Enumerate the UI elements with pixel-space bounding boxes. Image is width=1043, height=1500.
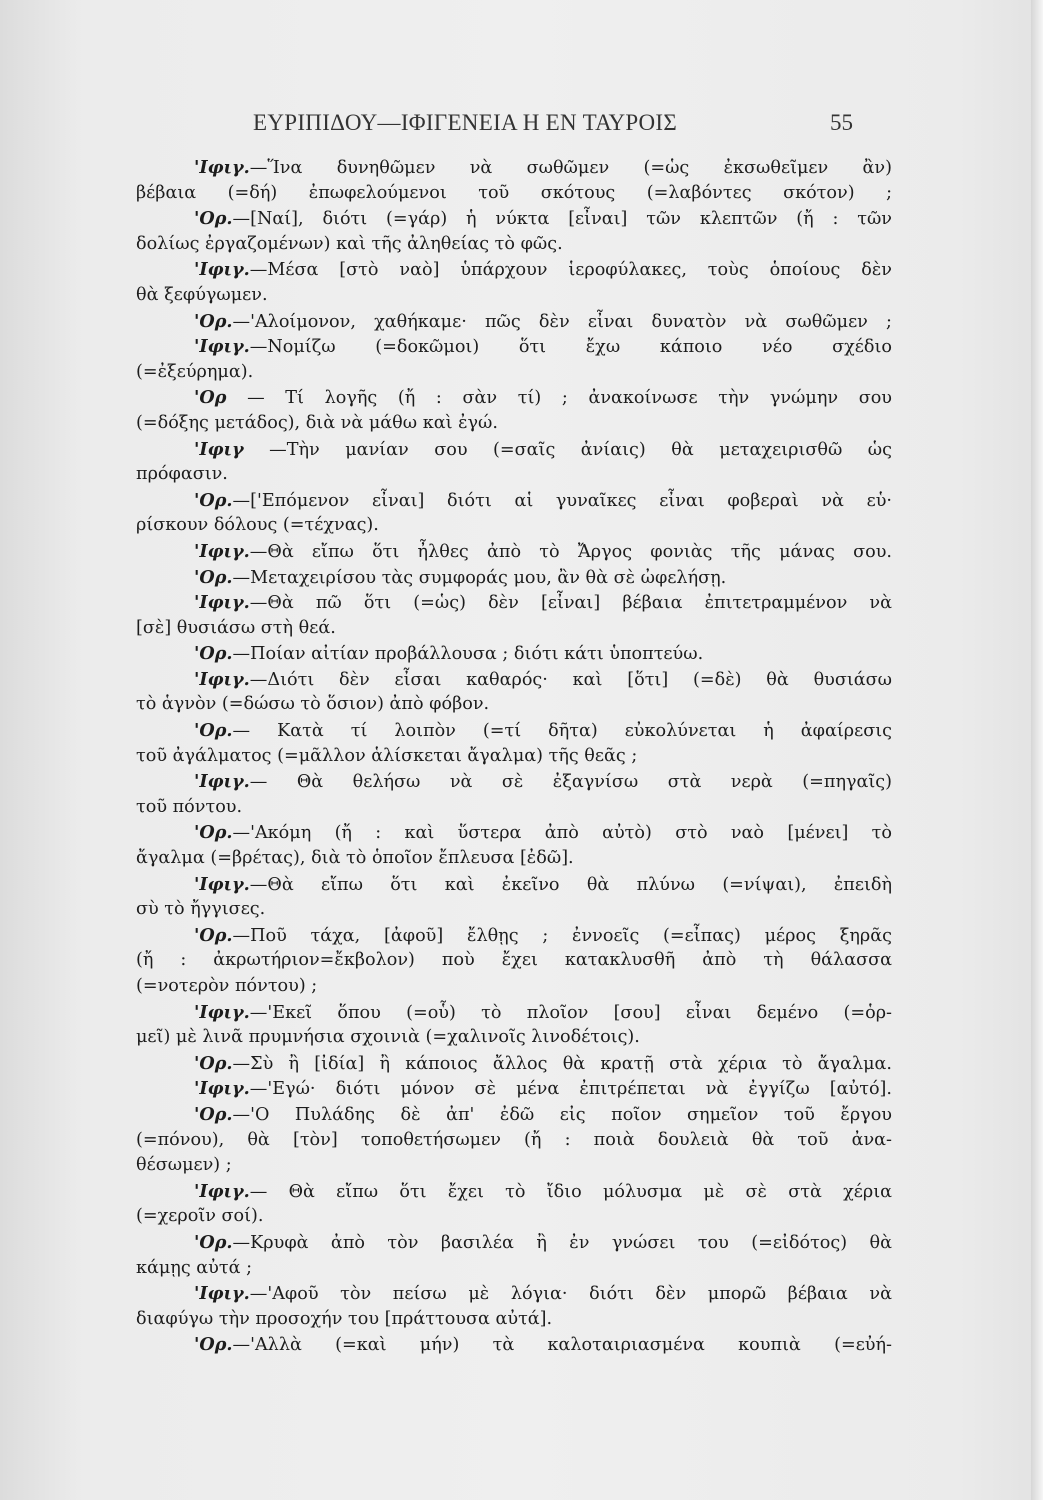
text-line: (ἤ : ἀκρωτήριον=ἔκβολον) ποὺ ἔχει κατακλυσθῆ ἀπὸ τὴ θάλασσα	[136, 950, 892, 971]
running-title: ΕΥΡΙΠΙΔΟΥ—ΙΦΙΓΕΝΕΙΑ Η ΕΝ ΤΑΥΡΟΙΣ	[253, 110, 678, 135]
text-line: 'Ιφιγ —Τὴν μανίαν σου (=σαῖς ἀνίαις) θὰ μεταχειρισθῶ ὡς	[194, 438, 892, 460]
text-line: [σὲ] θυσιάσω στὴ θεά.	[136, 617, 336, 638]
text-line: βέβαια (=δή) ἐπωφελούμενοι τοῦ σκότους (=λαβόντες σκότον) ;	[136, 182, 892, 203]
speaker-label: 'Ιφιγ.	[194, 1180, 250, 1202]
text-line: 'Ιφιγ.—Ἵνα δυνηθῶμεν νὰ σωθῶμεν (=ὡς ἐκσωθεῖμεν ἂν)	[194, 157, 892, 178]
text-line: 'Ιφιγ.—Διότι δὲν εἶσαι καθαρός· καὶ [ὅτι] (=δὲ) θὰ θυσιάσω	[194, 668, 892, 690]
speaker-label: 'Ιφιγ.	[194, 157, 250, 178]
text-line: 'Ιφιγ.—Νομίζω (=δοκῶμοι) ὅτι ἔχω κάποιο νέο σχέδιο	[194, 336, 892, 358]
dialogue-text	[136, 155, 892, 1358]
text-line: 'Ορ.—'Ακόμη (ἤ : καὶ ὕστερα ἀπὸ αὐτὸ) στὸ ναὸ [μένει] τὸ	[194, 822, 892, 844]
text-line: 'Ιφιγ.—Θὰ πῶ ὅτι (=ὡς) δὲν [εἶναι] βέβαια ἐπιτετραμμένον νὰ	[194, 592, 892, 614]
text-line: 'Ιφιγ.—'Εκεῖ ὅπου (=οὗ) τὸ πλοῖον [σου] εἶναι δεμένο (=ὁρ-	[194, 1001, 892, 1023]
speaker-label: 'Ορ.	[194, 1334, 233, 1356]
text-line: ρίσκουν δόλους (=τέχνας).	[136, 515, 379, 536]
speaker-label: 'Ορ.	[194, 720, 233, 742]
page-header	[253, 110, 853, 140]
text-line: 'Ιφιγ.—'Εγώ· διότι μόνον σὲ μένα ἐπιτρέπεται νὰ ἐγγίζω [αὐτό].	[194, 1078, 892, 1100]
speaker-label: 'Ιφιγ.	[194, 1001, 250, 1023]
text-line: (=νοτερὸν πόντου) ;	[136, 976, 318, 996]
speaker-label: 'Ορ.	[194, 489, 233, 511]
text-line: 'Ιφιγ.—Θὰ εἴπω ὅτι ἦλθες ἀπὸ τὸ Ἄργος φονιὰς τῆς μάνας σου.	[194, 540, 892, 562]
text-line: κάμῃς αὐτά ;	[136, 1257, 253, 1278]
text-line: θέσωμεν) ;	[136, 1155, 232, 1176]
text-line: σὺ τὸ ἤγγισες.	[136, 899, 266, 920]
speaker-label: 'Ιφιγ	[194, 438, 244, 460]
speaker-label: 'Ιφιγ.	[194, 771, 250, 793]
speaker-label: 'Ορ.	[194, 924, 233, 946]
text-line: πρόφασιν.	[136, 464, 228, 485]
text-line: (=δόξης μετάδος), διὰ νὰ μάθω καὶ ἐγώ.	[136, 412, 498, 433]
text-line: ἄγαλμα (=βρέτας), διὰ τὸ ὁποῖον ἔπλευσα [ἐδῶ].	[136, 848, 574, 869]
speaker-label: 'Ιφιγ.	[194, 1078, 250, 1100]
speaker-label: 'Ιφιγ.	[194, 873, 250, 895]
text-line: διαφύγω τὴν προσοχήν του [πράττουσα αὐτά].	[136, 1308, 553, 1329]
text-line: 'Ορ.—['Επόμενον εἶναι] διότι αἱ γυναῖκες εἶναι φοβεραὶ νὰ εὑ·	[194, 489, 892, 511]
text-line: 'Ορ.—'Ο Πυλάδης δὲ ἀπ' ἐδῶ εἰς ποῖον σημεῖον τοῦ ἔργου	[194, 1103, 892, 1125]
text-line: μεῖ) μὲ λινᾶ πρυμνήσια σχοινιὰ (=χαλινοῖς λινοδέτοις).	[136, 1027, 640, 1048]
text-line: τοῦ πόντου.	[136, 796, 243, 817]
text-line: 'Ορ — Τί λογῆς (ἤ : σὰν τί) ; ἀνακοίνωσε τὴν γνώμην σου	[194, 387, 892, 409]
text-line: 'Ορ.—[Ναί], διότι (=γάρ) ἡ νύκτα [εἶναι] τῶν κλεπτῶν (ἤ : τῶν	[194, 208, 892, 230]
speaker-label: 'Ιφιγ.	[194, 336, 250, 358]
page-edge	[1031, 0, 1043, 1500]
text-line: (=πόνου), θὰ [τὸν] τοποθετήσωμεν (ἤ : ποιὰ δουλειὰ θὰ τοῦ ἀνα-	[136, 1129, 892, 1150]
text-line: 'Ορ.—'Αλοίμονον, χαθήκαμε· πῶς δὲν εἶναι δυνατὸν νὰ σωθῶμεν ;	[194, 310, 892, 332]
speaker-label: 'Ορ.	[194, 643, 233, 665]
speaker-label: 'Ορ.	[194, 566, 233, 588]
text-line: 'Ορ.—Σὺ ἢ [ἰδία] ἢ κάποιος ἄλλος θὰ κρατῇ στὰ χέρια τὸ ἄγαλμα.	[194, 1052, 892, 1074]
speaker-label: 'Ορ.	[194, 208, 233, 230]
speaker-label: 'Ορ.	[194, 1103, 233, 1125]
text-line: 'Ιφιγ.— Θὰ εἴπω ὅτι ἔχει τὸ ἴδιο μόλυσμα μὲ σὲ στὰ χέρια	[194, 1180, 892, 1202]
text-line: 'Ιφιγ.—'Αφοῦ τὸν πείσω μὲ λόγια· διότι δὲν μπορῶ βέβαια νὰ	[194, 1283, 892, 1305]
text-line: δολίως ἐργαζομένων) καὶ τῆς ἀληθείας τὸ φῶς.	[136, 233, 563, 254]
speaker-label: 'Ιφιγ.	[194, 1283, 250, 1305]
text-line: (=χεροῖν σοί).	[136, 1206, 264, 1227]
speaker-label: 'Ιφιγ.	[194, 540, 250, 562]
text-line: θὰ ξεφύγωμεν.	[136, 284, 268, 305]
text-line: 'Ορ.—Ποίαν αἰτίαν προβάλλουσα ; διότι κάτι ὑποπτεύω.	[194, 643, 704, 665]
text-line: τὸ ἁγνὸν (=δώσω τὸ ὅσιον) ἀπὸ φόβον.	[136, 694, 490, 715]
speaker-label: 'Ορ.	[194, 1052, 233, 1074]
text-line: (=ἐξεύρημα).	[136, 361, 254, 382]
text-line: 'Ορ.—Μεταχειρίσου τὰς συμφοράς μου, ἂν θὰ σὲ ὠφελήσῃ.	[194, 566, 727, 588]
page-number: 55	[830, 110, 853, 135]
text-line: 'Ιφιγ.— Θὰ θελήσω νὰ σὲ ἐξαγνίσω στὰ νερὰ (=πηγαῖς)	[194, 771, 892, 793]
text-line: τοῦ ἀγάλματος (=μᾶλλον ἁλίσκεται ἄγαλμα) τῆς θεᾶς ;	[136, 745, 638, 766]
speaker-label: 'Ιφιγ.	[194, 259, 250, 281]
text-line: 'Ορ.—Κρυφὰ ἀπὸ τὸν βασιλέα ἢ ἐν γνώσει του (=εἰδότος) θὰ	[194, 1231, 892, 1253]
speaker-label: 'Ορ.	[194, 1231, 233, 1253]
text-line: 'Ιφιγ.—Μέσα [στὸ ναὸ] ὑπάρχουν ἱεροφύλακες, τοὺς ὁποίους δὲν	[194, 259, 892, 281]
speaker-label: 'Ορ.	[194, 310, 233, 332]
speaker-label: 'Ορ	[194, 387, 227, 409]
text-line: 'Ιφιγ.—Θὰ εἴπω ὅτι καὶ ἐκεῖνο θὰ πλύνω (=νίψαι), ἐπειδὴ	[194, 873, 892, 895]
speaker-label: 'Ιφιγ.	[194, 592, 250, 614]
text-line: 'Ορ.—Ποῦ τάχα, [ἀφοῦ] ἔλθῃς ; ἐννοεῖς (=εἶπας) μέρος ξηρᾶς	[194, 924, 892, 946]
text-line: 'Ορ.—'Αλλὰ (=καὶ μήν) τὰ καλοταιριασμένα κουπιὰ (=εὐή-	[194, 1334, 892, 1356]
speaker-label: 'Ορ.	[194, 822, 233, 844]
speaker-label: 'Ιφιγ.	[194, 668, 250, 690]
text-line: 'Ορ.— Κατὰ τί λοιπὸν (=τί δῆτα) εὐκολύνεται ἡ ἀφαίρεσις	[194, 720, 892, 742]
